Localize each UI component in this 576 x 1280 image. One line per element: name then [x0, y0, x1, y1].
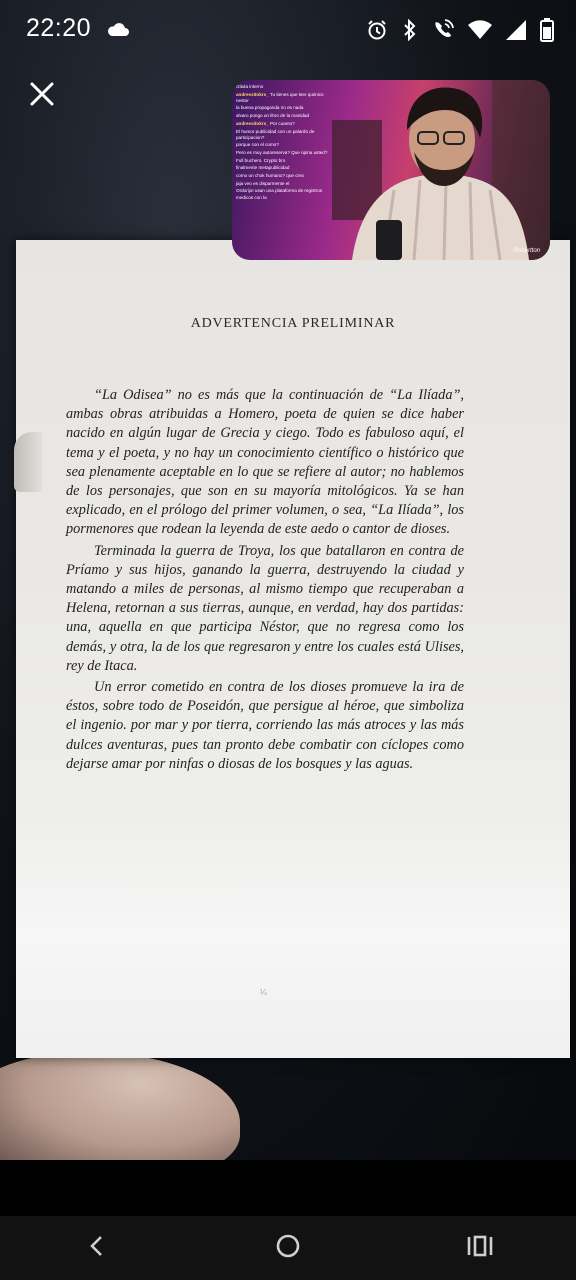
- book-page: [16, 240, 570, 1058]
- cloud-icon: [106, 22, 130, 43]
- chat-message: alvaro pongo un libro de la manidad: [236, 113, 310, 119]
- chat-message: la buena propaganda no es nada: [236, 105, 304, 111]
- chat-message: Por cuanto?: [269, 120, 295, 126]
- chat-line: [236, 84, 328, 90]
- back-button[interactable]: [64, 1216, 128, 1280]
- pip-watermark: Robertton: [513, 248, 540, 254]
- back-icon: [86, 1234, 106, 1263]
- chat-message: Tu tienes que leer quimico nestor: [236, 91, 324, 103]
- page-mark: ¼: [260, 988, 267, 997]
- close-icon: [29, 81, 55, 112]
- chat-message: Pero es muy autoreserva? Que opina usted?: [236, 150, 328, 155]
- chat-line: [236, 129, 328, 141]
- status-bar: [0, 0, 576, 64]
- chat-message: Full buchero. Crypto bro: [236, 157, 286, 163]
- chat-username: andressitokrs_: [236, 91, 269, 97]
- chat-message: finalmente metapublicidad: [236, 165, 290, 171]
- chat-message: jaja veo es disparmente el: [236, 180, 290, 186]
- chat-line: [236, 150, 328, 156]
- status-time: 22:20: [26, 14, 92, 42]
- page-body: [66, 386, 464, 776]
- home-icon: [275, 1233, 301, 1264]
- recents-icon: [467, 1235, 493, 1262]
- chat-message: ctitula interno: [236, 84, 264, 89]
- close-button[interactable]: [22, 76, 62, 116]
- battery-icon: [540, 18, 554, 42]
- chat-message: porque con el como?: [236, 142, 279, 148]
- status-icons: [366, 18, 554, 42]
- navigation-bar: [0, 1216, 576, 1280]
- wifi-calling-icon: [432, 19, 454, 41]
- streamer-video: [332, 80, 550, 260]
- chat-username: andressitokrs_: [236, 120, 269, 126]
- pip-video[interactable]: [232, 80, 550, 260]
- chat-line: [236, 188, 328, 200]
- chat-line: [236, 142, 328, 148]
- chat-line: [236, 165, 328, 171]
- chat-line: [236, 113, 328, 119]
- paragraph-2: Terminada la guerra de Troya, los que batallaron en contra de Príamo y sus hijos, ganando la guerra, destruyendo la ciudad y matando a miles de personas, al mismo tiempo que recuperaban a Helena, retornan a sus tierras, aunque, en verdad, hay dos partidas: una, aquella en que participa Néstor, que no regresa como los demás, y otra, la de los que regresaron y entre los cuales está Ulises, rey de Itaca.: [66, 542, 464, 674]
- thumb: [0, 1052, 240, 1160]
- pip-chat: [232, 80, 332, 260]
- chat-line: [236, 105, 328, 111]
- signal-icon: [506, 20, 526, 40]
- chat-message: El humor publicidad con un palardo de participacion?: [236, 128, 315, 140]
- chat-line: [236, 121, 328, 127]
- bluetooth-icon: [402, 19, 418, 41]
- chat-message: Ordorijo! usan una plataforma de registros medicos con la: [236, 188, 323, 200]
- page-title: ADVERTENCIA PRELIMINAR: [190, 316, 396, 331]
- home-button[interactable]: [256, 1216, 320, 1280]
- chat-line: [236, 173, 328, 179]
- chat-line: [236, 158, 328, 164]
- alarm-icon: [366, 19, 388, 41]
- recents-button[interactable]: [448, 1216, 512, 1280]
- page-curl: [14, 432, 42, 492]
- wifi-icon: [468, 20, 492, 40]
- paragraph-1: “La Odisea” no es más que la continuación de “La Ilíada”, ambas obras atribuidas a Homero, poeta de quien se dice haber nacido en algún lugar de Grecia y ciego. Todo es fabuloso aquí, el tema y el poeta, y no hay un conocimiento científico o histórico que sea plenamente aceptable en lo que se refiere al autor; no hablemos de los personajes, que son en su mayoría mitológicos. Ya se han explicado, en el prólogo del primer volumen, o sea, “La Ilíada”, los pormenores que rodean la leyenda de este aedo o cantor de dioses.: [66, 387, 464, 538]
- chat-message: como un chok humano? que crex: [236, 173, 304, 179]
- chat-line: [236, 181, 328, 187]
- chat-line: [236, 92, 328, 104]
- paragraph-3: Un error cometido en contra de los dioses promueve la ira de éstos, sobre todo de Poseidón, que persigue al héroe, que simboliza el ingenio. por mar y por tierra, corriendo las más atroces y las más dulces aventuras, pues tan pronto debe combatir con cíclopes como dejarse amar por ninfas o diosas de los bosques y las aguas.: [66, 679, 464, 772]
